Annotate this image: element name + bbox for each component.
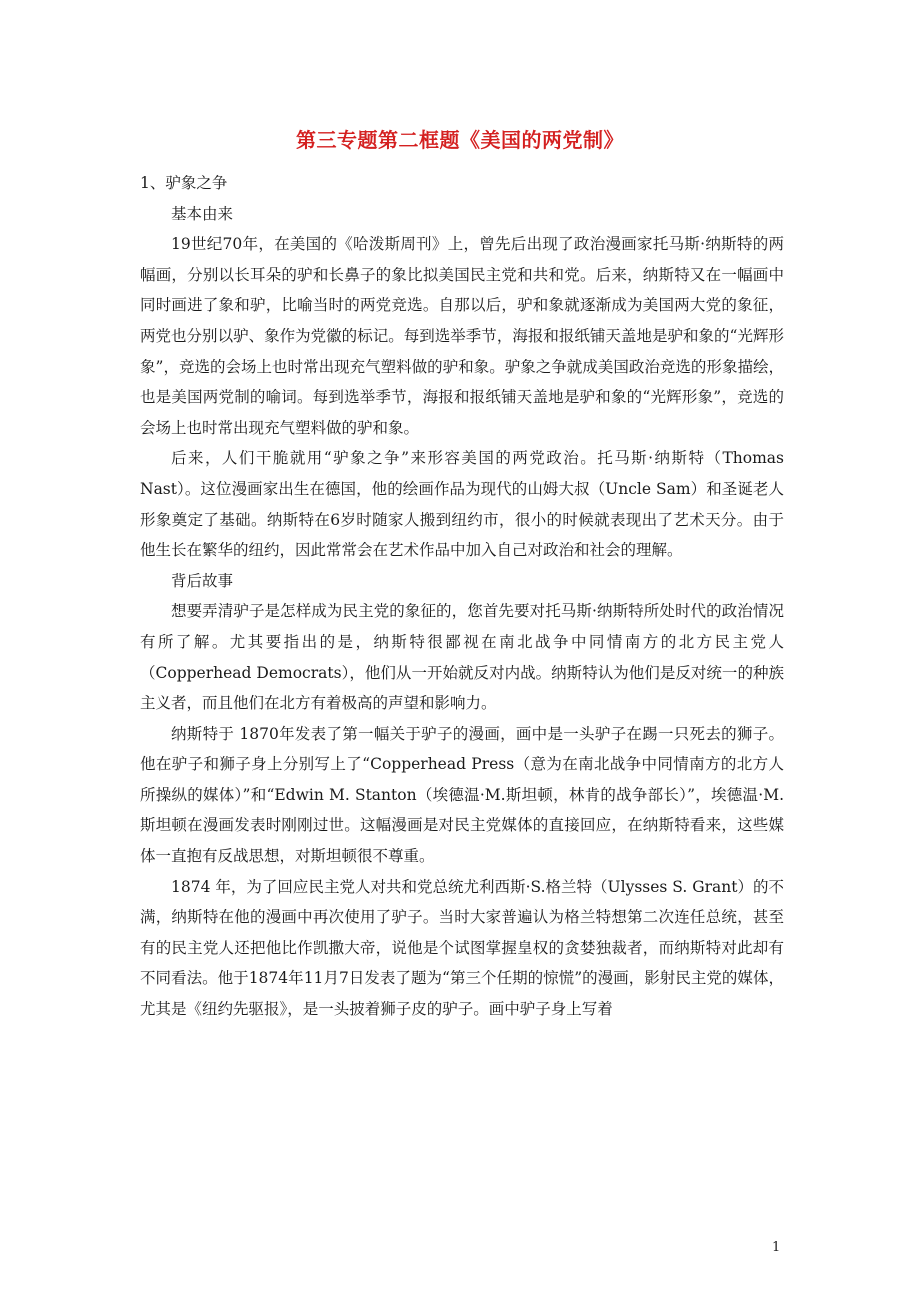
subheading-origin: 基本由来 xyxy=(171,204,234,223)
page-number: 1 xyxy=(772,1240,781,1255)
paragraph-1: 19世纪70年，在美国的《哈泼斯周刊》上，曾先后出现了政治漫画家托马斯·纳斯特的两幅画，分别以长耳朵的驴和长鼻子的象比拟美国民主党和共和党。后来，纳斯特又在一幅画中同时画进了象和驴，比喻当时的两党竞选。自那以后，驴和象就逐渐成为美国两大党的象征，两党也分别以驴、象作为党徽的标记。每到选举季节，海报和报纸铺天盖地是驴和象的“光辉形象”，竞选的会场上也时常出现充气塑料做的驴和象。驴象之争就成美国政治竞选的形象描绘，也是美国两党制的喻词。每到选举季节，海报和报纸铺天盖地是驴和象的“光辉形象”，竞选的会场上也时常出现充气塑料做的驴和象。 xyxy=(140,235,784,437)
page-title: 第三专题第二框题《美国的两党制》 xyxy=(296,128,624,152)
paragraph-4: 纳斯特于 1870年发表了第一幅关于驴子的漫画，画中是一头驴子在踢一只死去的狮子。他在驴子和狮子身上分别写上了“Copperhead Press（意为在南北战争中同情南方的北方人所操纵的媒体）”和“Edwin M. Stanton（埃德温·M.斯坦顿，林肯的战争部长）”，埃德温·M.斯坦顿在漫画发表时刚刚过世。这幅漫画是对民主党媒体的直接回应，在纳斯特看来，这些媒体一直抱有反战思想，对斯坦顿很不尊重。 xyxy=(140,724,784,866)
paragraph-5: 1874 年，为了回应民主党人对共和党总统尤利西斯·S.格兰特（Ulysses S. Grant）的不满，纳斯特在他的漫画中再次使用了驴子。当时大家普遍认为格兰特想第二次连任总统，甚至有的民主党人还把他比作凯撒大帝，说他是个试图掌握皇权的贪婪独裁者，而纳斯特对此却有不同看法。他于1874年11月7日发表了题为“第三个任期的惊慌”的漫画，影射民主党的媒体，尤其是《纽约先驱报》，是一头披着狮子皮的驴子。画中驴子身上写着 xyxy=(140,877,784,1019)
document-body xyxy=(140,168,784,1025)
section-heading: 1、驴象之争 xyxy=(140,174,228,192)
subheading-story: 背后故事 xyxy=(171,571,234,590)
paragraph-2: 后来，人们干脆就用“驴象之争”来形容美国的两党政治。托马斯·纳斯特（Thomas Nast）。这位漫画家出生在德国，他的绘画作品为现代的山姆大叔（Uncle Sam）和圣诞老人形象奠定了基础。纳斯特在6岁时随家人搬到纽约市，很小的时候就表现出了艺术天分。由于他生长在繁华的纽约，因此常常会在艺术作品中加入自己对政治和社会的理解。 xyxy=(140,449,784,560)
paragraph-3: 想要弄清驴子是怎样成为民主党的象征的，您首先要对托马斯·纳斯特所处时代的政治情况有所了解。尤其要指出的是，纳斯特很鄙视在南北战争中同情南方的北方民主党人（Copperhead Democrats），他们从一开始就反对内战。纳斯特认为他们是反对统一的种族主义者，而且他们在北方有着极高的声望和影响力。 xyxy=(140,602,784,713)
